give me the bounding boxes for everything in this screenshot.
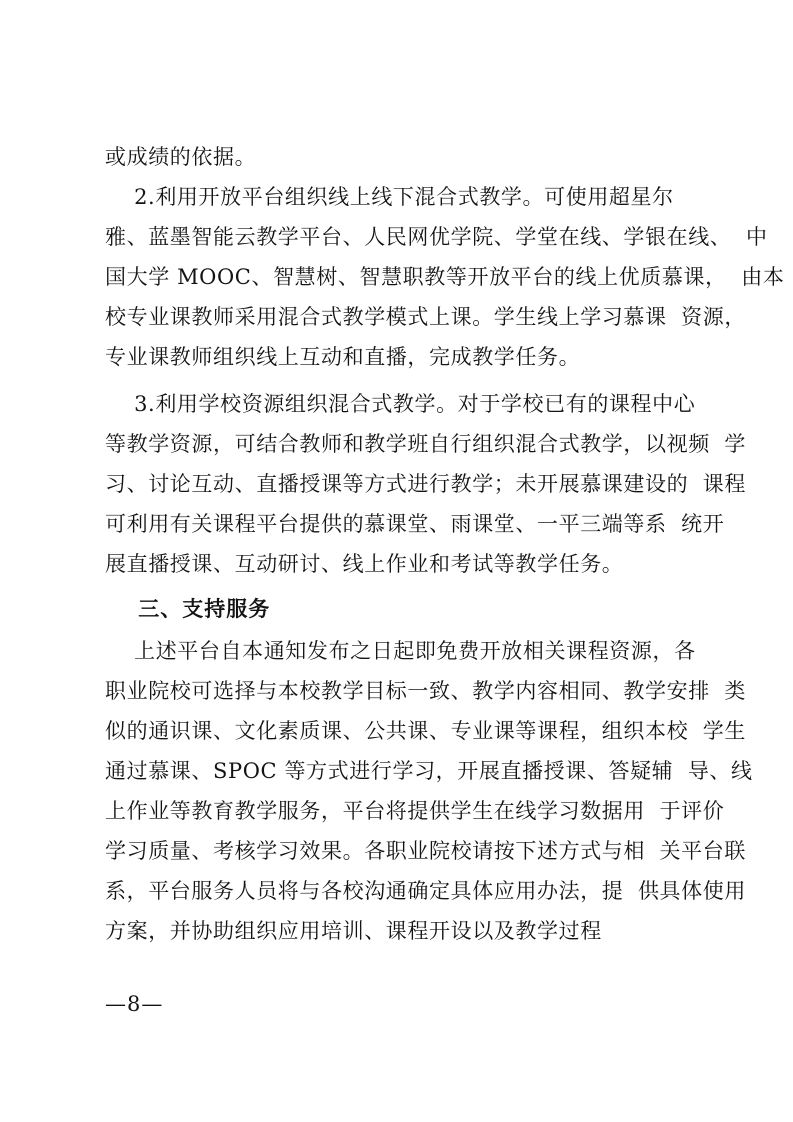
section-heading: 三、支持服务 xyxy=(105,597,271,621)
text-line: 校专业课教师采用混合式教学模式上课。学生线上学习慕课 资源， xyxy=(105,305,746,329)
text-line: 职业院校可选择与本校教学目标一致、教学内容相同、教学安排 类 xyxy=(105,679,746,703)
text-line: 上作业等教育教学服务，平台将提供学生在线学习数据用 于评价 xyxy=(105,799,725,823)
text-line: 等教学资源，可结合教师和教学班自行组织混合式教学，以视频 学 xyxy=(105,432,746,456)
text-line: 可利用有关课程平台提供的慕课堂、雨课堂、一平三端等系 统开 xyxy=(105,512,725,536)
text-line: 系，平台服务人员将与各校沟通确定具体应用办法，提 供具体使用 xyxy=(105,879,746,903)
text-line: 习、讨论互动、直播授课等方式进行教学；未开展慕课建设的 课程 xyxy=(105,472,746,496)
text-line: 似的通识课、文化素质课、公共课、专业课等课程，组织本校 学生 xyxy=(105,719,746,743)
text-line: 专业课教师组织线上互动和直播，完成教学任务。 xyxy=(105,345,581,369)
text-line: 方案，并协助组织应用培训、课程开设以及教学过程 xyxy=(105,919,602,943)
text-line: 3.利用学校资源组织混合式教学。对于学校已有的课程中心 xyxy=(105,392,696,416)
text-line: 雅、蓝墨智能云教学平台、人民网优学院、学堂在线、学银在线、 中 xyxy=(105,225,768,249)
text-line: 国大学 MOOC、智慧树、智慧职教等开放平台的线上优质慕课， 由本 xyxy=(105,265,785,289)
page-number: —8— xyxy=(105,992,164,1016)
text-line: 展直播授课、互动研讨、线上作业和考试等教学任务。 xyxy=(105,552,624,576)
text-line: 2.利用开放平台组织线上线下混合式教学。可使用超星尔 xyxy=(105,185,674,209)
text-line: 通过慕课、SPOC 等方式进行学习，开展直播授课、答疑辅 导、线 xyxy=(105,759,753,783)
text-line: 学习质量、考核学习效果。各职业院校请按下述方式与相 关平台联 xyxy=(105,839,746,863)
text-line: 或成绩的依据。 xyxy=(105,145,257,169)
text-line: 上述平台自本通知发布之日起即免费开放相关课程资源，各 xyxy=(105,639,696,663)
